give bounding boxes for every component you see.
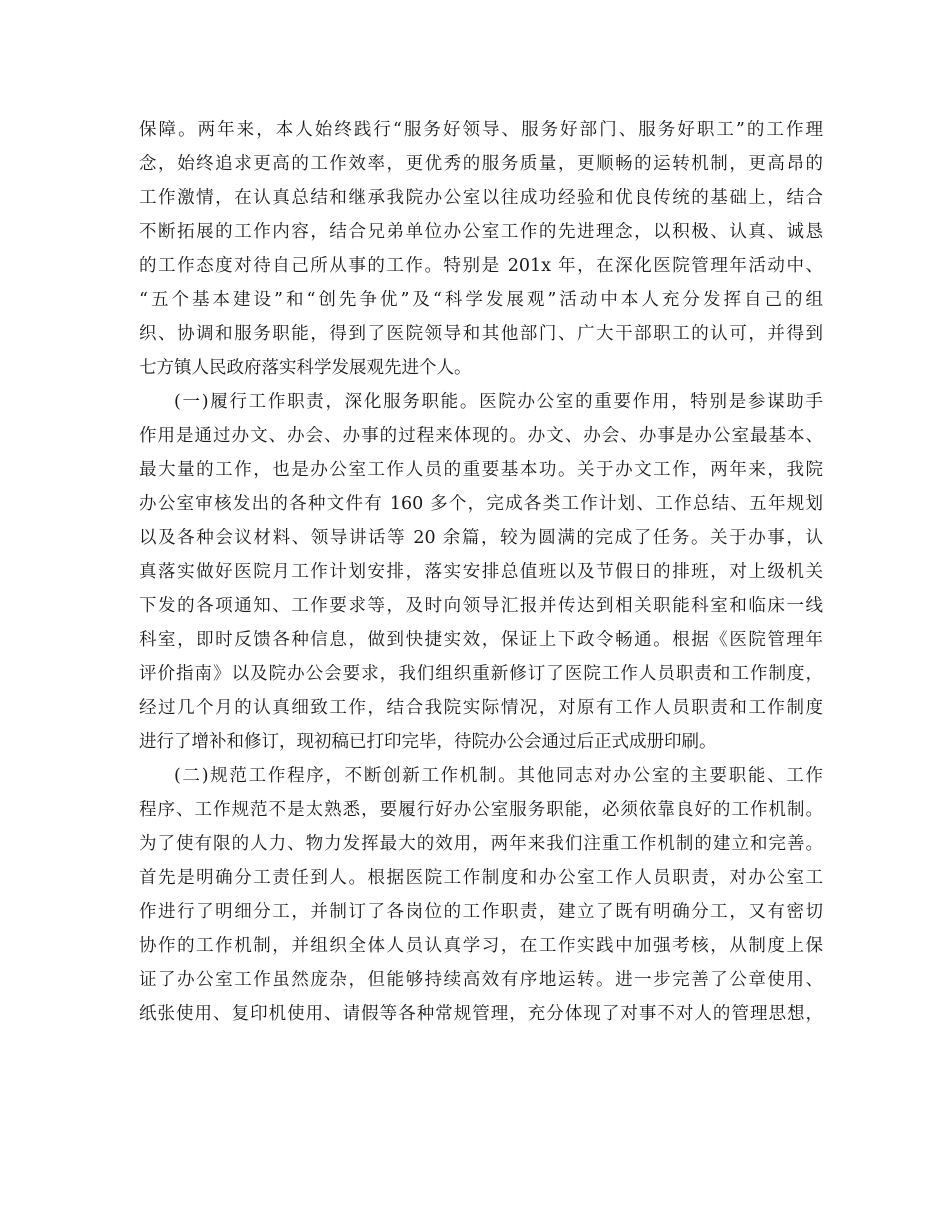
text-line: 织、协调和服务职能，得到了医院领导和其他部门、广大干部职工的认可，并得到: [139, 324, 823, 344]
text-line: (二)规范工作程序，不断创新工作机制。其他同志对办公室的主要职能、工作: [174, 766, 823, 786]
text-line: “五个基本建设”和“创先争优”及“科学发展观”活动中本人充分发挥自己的组: [139, 290, 823, 310]
text-line: 经过几个月的认真细致工作，结合我院实际情况，对原有工作人员职责和工作制度: [139, 698, 823, 718]
text-line: 下发的各项通知、工作要求等，及时向领导汇报并传达到相关职能科室和临床一线: [139, 596, 823, 616]
text-line: 评价指南》以及院办公会要求，我们组织重新修订了医院工作人员职责和工作制度，: [139, 664, 823, 684]
text-line: (一)履行工作职责，深化服务职能。医院办公室的重要作用，特别是参谋助手: [174, 392, 823, 412]
text-line: 不断拓展的工作内容，结合兄弟单位办公室工作的先进理念，以积极、认真、诚恳: [139, 222, 823, 242]
text-line: 七方镇人民政府落实科学发展观先进个人。: [139, 358, 472, 378]
text-line: 的工作态度对待自己所从事的工作。特别是 201x 年，在深化医院管理年活动中、: [139, 256, 823, 276]
text-line: 程序、工作规范不是太熟悉，要履行好办公室服务职能，必须依靠良好的工作机制。: [139, 800, 823, 820]
text-line: 科室，即时反馈各种信息，做到快捷实效，保证上下政令畅通。根据《医院管理年: [139, 630, 823, 650]
text-line: 进行了增补和修订，现初稿已打印完毕，待院办公会通过后正式成册印刷。: [139, 732, 717, 752]
text-line: 首先是明确分工责任到人。根据医院工作制度和办公室工作人员职责，对办公室工: [139, 868, 823, 888]
text-line: 协作的工作机制，并组织全体人员认真学习，在工作实践中加强考核，从制度上保: [139, 936, 823, 956]
text-line: 最大量的工作，也是办公室工作人员的重要基本功。关于办文工作，两年来，我院: [139, 460, 823, 480]
text-line: 真落实做好医院月工作计划安排，落实安排总值班以及节假日的排班，对上级机关: [139, 562, 823, 582]
text-line: 工作激情，在认真总结和继承我院办公室以往成功经验和优良传统的基础上，结合: [139, 188, 823, 208]
text-line: 作用是通过办文、办会、办事的过程来体现的。办文、办会、办事是办公室最基本、: [139, 426, 823, 446]
text-line: 以及各种会议材料、领导讲话等 20 余篇，较为圆满的完成了任务。关于办事，认: [139, 528, 823, 548]
text-line: 为了使有限的人力、物力发挥最大的效用，两年来我们注重工作机制的建立和完善。: [139, 834, 823, 854]
text-line: 念，始终追求更高的工作效率，更优秀的服务质量，更顺畅的运转机制，更高昂的: [139, 154, 823, 174]
text-line: 证了办公室工作虽然庞杂，但能够持续高效有序地运转。进一步完善了公章使用、: [139, 970, 823, 990]
text-line: 办公室审核发出的各种文件有 160 多个，完成各类工作计划、工作总结、五年规划: [139, 494, 823, 514]
text-line: 纸张使用、复印机使用、请假等各种常规管理，充分体现了对事不对人的管理思想，: [139, 1004, 823, 1024]
text-line: 保障。两年来，本人始终践行“服务好领导、服务好部门、服务好职工”的工作理: [139, 120, 823, 140]
text-line: 作进行了明细分工，并制订了各岗位的工作职责，建立了既有明确分工，又有密切: [139, 902, 823, 922]
